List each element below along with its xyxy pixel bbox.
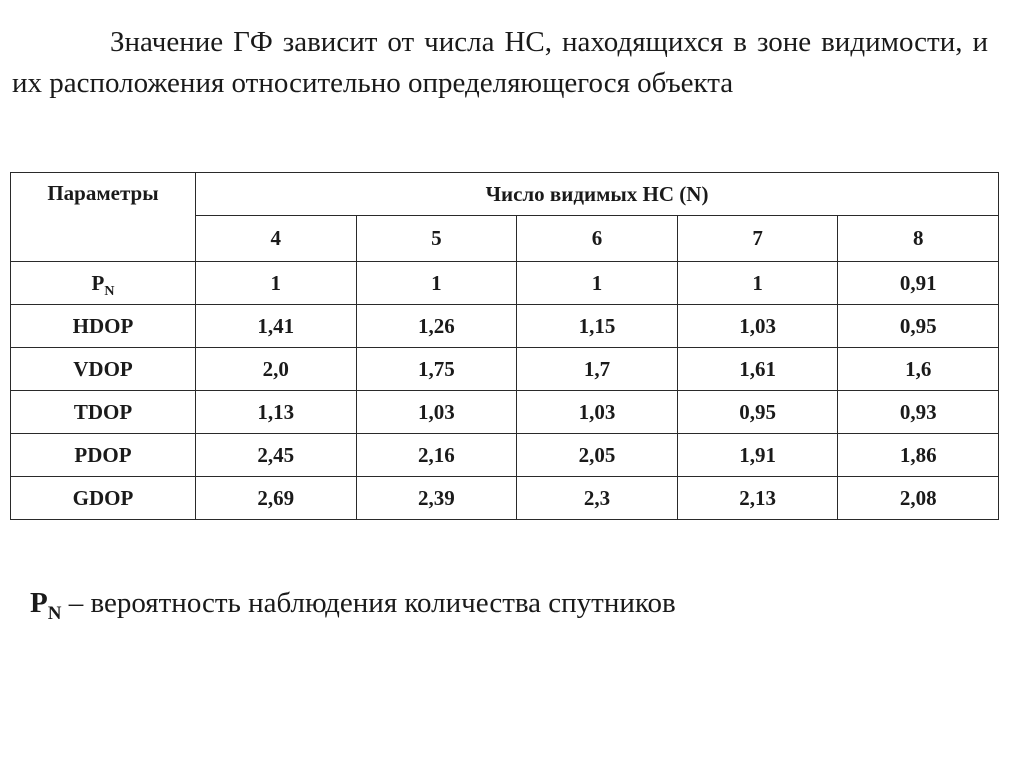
value-cell: 2,13: [677, 477, 838, 520]
n-value-cell: 4: [196, 216, 357, 262]
intro-paragraph: Значение ГФ зависит от числа НС, находящихся в зоне видимости, и их расположения относительно определяющегося объекта: [12, 26, 988, 99]
value-cell: 2,69: [196, 477, 357, 520]
value-cell: 1,26: [356, 305, 517, 348]
row-label-subscript: N: [104, 283, 115, 299]
row-label: [11, 262, 196, 305]
param-header: Параметры: [11, 173, 196, 262]
value-cell: 1: [356, 262, 517, 305]
footnote-symbol-subscript: N: [47, 603, 62, 624]
value-cell: 1,86: [838, 434, 999, 477]
table-row: [11, 391, 999, 434]
value-cell: 1,6: [838, 348, 999, 391]
row-label: GDOP: [11, 477, 196, 520]
value-cell: 2,3: [517, 477, 678, 520]
dop-table: [10, 172, 999, 520]
value-cell: 1,41: [196, 305, 357, 348]
value-cell: 1,61: [677, 348, 838, 391]
value-cell: 1,91: [677, 434, 838, 477]
value-cell: 1: [196, 262, 357, 305]
table-row: [11, 434, 999, 477]
value-cell: 1,03: [677, 305, 838, 348]
value-cell: 2,08: [838, 477, 999, 520]
satellite-count-header: Число видимых НС (N): [196, 173, 999, 216]
table-row: [11, 262, 999, 305]
value-cell: 0,95: [677, 391, 838, 434]
value-cell: 1,13: [196, 391, 357, 434]
value-cell: 1,75: [356, 348, 517, 391]
row-label: PDOP: [11, 434, 196, 477]
value-cell: 2,39: [356, 477, 517, 520]
value-cell: 2,16: [356, 434, 517, 477]
value-cell: 2,05: [517, 434, 678, 477]
value-cell: 2,45: [196, 434, 357, 477]
value-cell: 0,93: [838, 391, 999, 434]
footnote-text: – вероятность наблюдения количества спутников: [61, 587, 676, 619]
table-row: [11, 477, 999, 520]
n-value-cell: 6: [517, 216, 678, 262]
value-cell: 0,91: [838, 262, 999, 305]
row-label: VDOP: [11, 348, 196, 391]
footnote: [30, 583, 676, 624]
value-cell: 1,7: [517, 348, 678, 391]
table-row: [11, 348, 999, 391]
n-value-cell: 5: [356, 216, 517, 262]
value-cell: 1,03: [517, 391, 678, 434]
value-cell: 1,03: [356, 391, 517, 434]
row-label: HDOP: [11, 305, 196, 348]
table-header-row: [11, 173, 999, 216]
value-cell: 1,15: [517, 305, 678, 348]
value-cell: 1: [677, 262, 838, 305]
n-value-cell: 7: [677, 216, 838, 262]
value-cell: 2,0: [196, 348, 357, 391]
value-cell: 0,95: [838, 305, 999, 348]
row-label-text: P: [91, 270, 105, 295]
table-row: [11, 305, 999, 348]
footnote-symbol-letter: P: [30, 587, 48, 619]
n-value-cell: 8: [838, 216, 999, 262]
row-label: TDOP: [11, 391, 196, 434]
footnote-symbol: [30, 587, 62, 624]
value-cell: 1: [517, 262, 678, 305]
